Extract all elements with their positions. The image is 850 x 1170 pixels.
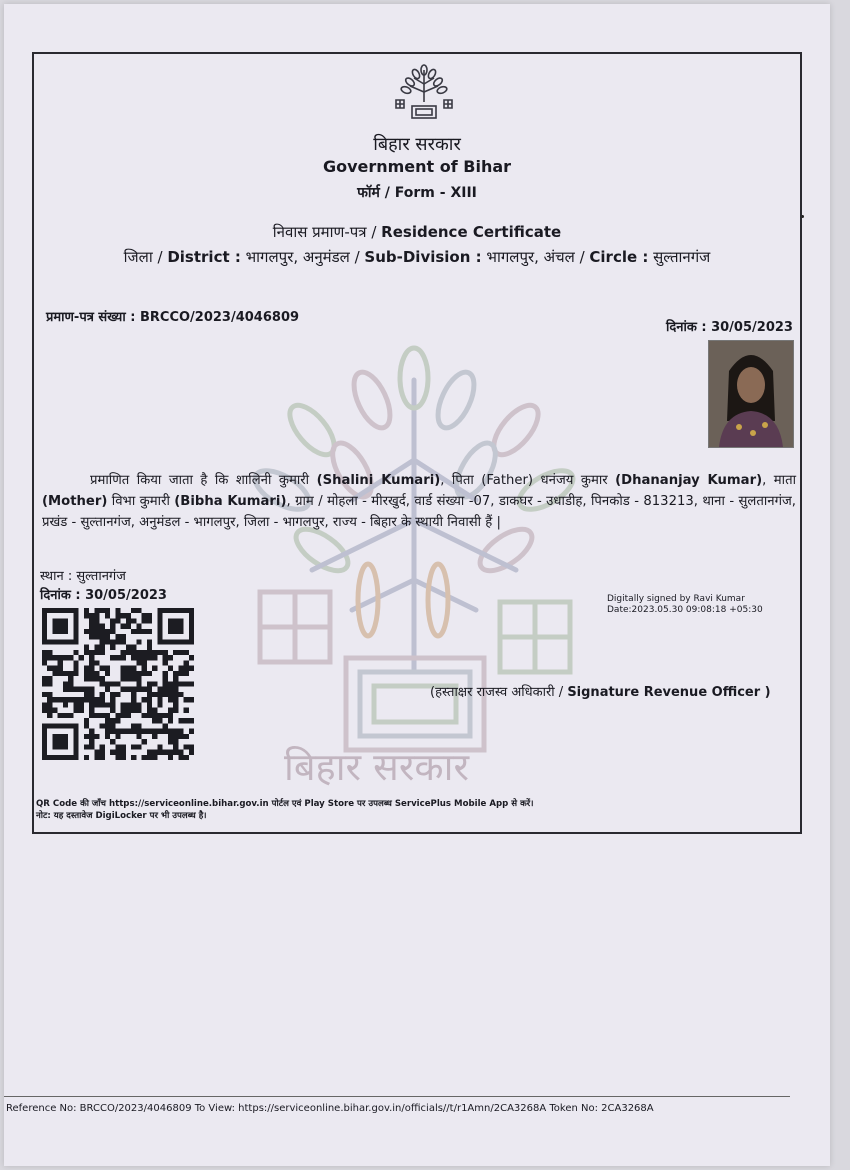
father-name-en: (Dhananjay Kumar) [615, 473, 763, 488]
place-label: स्थान : [40, 569, 77, 584]
body-text-2: , पिता [440, 473, 482, 488]
certificate-title-english: Residence Certificate [381, 223, 562, 241]
issue-date-label: दिनांक : [666, 320, 712, 335]
subdivision-value: भागलपुर, अंचल / [481, 248, 590, 266]
district-label-hi: जिला / [123, 248, 168, 266]
certificate-number [46, 307, 299, 325]
certificate-number-value: BRCCO/2023/4046809 [139, 310, 300, 325]
state-name-hindi: बिहार सरकार [373, 134, 461, 155]
certificate-body [42, 470, 796, 533]
body-text-5: विभा कुमारी [107, 494, 175, 509]
qr-verification-note [36, 798, 533, 822]
digital-signature-date: Date:2023.05.30 09:08:18 +05:30 [607, 605, 763, 615]
mother-name-en: (Bibha Kumari) [174, 494, 287, 509]
footer-divider [4, 1096, 790, 1097]
applicant-name-en: (Shalini Kumari) [316, 473, 441, 488]
circle-value: सुल्तानगंज [648, 248, 711, 266]
father-label: (Father) [481, 473, 534, 488]
mother-label: (Mother) [42, 494, 108, 509]
qr-note-line-2: नोट: यह दस्तावेज DigiLocker पर भी उपलब्ध है। [36, 811, 207, 821]
place [40, 566, 126, 584]
sign-date [40, 585, 167, 603]
signature-label-hi: (हस्ताक्षर राजस्व अधिकारी / [430, 685, 568, 700]
certificate-title-hindi: निवास प्रमाण-पत्र / [272, 223, 382, 241]
body-text-6: , ग्राम / मोहला - मीरखुर्द, वार्ड संख्या -07, डाकघर - उधाडीह, पिनकोड - 813213, थाना - सुलतानगंज, प्रखंड - सुल्तानगंज, अनुमंडल - भागलपुर, जिला - भागलपुर, राज्य - बिहार के स्थायी निवासी हैं | [42, 494, 796, 530]
signature-label-en: Signature Revenue Officer ) [567, 685, 771, 700]
certificate-sheet [4, 4, 830, 1166]
reference-footer: Reference No: BRCCO/2023/4046809 To View: https://serviceonline.bihar.gov.in/officials//t/r1Amn/2CA3268A Token No: 2CA3268A [6, 1103, 654, 1114]
digital-signature [607, 594, 763, 616]
district-value: भागलपुर, अनुमंडल / [240, 248, 365, 266]
certificate-number-label: प्रमाण-पत्र संख्या : [46, 310, 140, 325]
body-text-4: , माता [762, 473, 797, 488]
sign-date-label: दिनांक : [40, 588, 86, 603]
body-text-1: प्रमाणित किया जाता है कि शालिनी कुमारी [90, 473, 317, 488]
qr-code-icon[interactable] [42, 608, 194, 760]
circle-label: Circle : [589, 248, 649, 266]
sign-date-value: 30/05/2023 [85, 588, 167, 603]
applicant-photo [708, 340, 794, 448]
watermark-text: बिहार सरकार [284, 745, 469, 789]
issue-date-value: 30/05/2023 [711, 320, 793, 335]
place-value: सुल्तानगंज [76, 569, 126, 584]
subdivision-label: Sub-Division : [364, 248, 482, 266]
issue-date [666, 317, 793, 335]
government-title: Government of Bihar [322, 157, 512, 176]
digital-signature-name: Digitally signed by Ravi Kumar [607, 594, 745, 604]
qr-note-line-1: QR Code की जाँच https://serviceonline.bihar.gov.in पोर्टल एवं Play Store पर उपलब्ध ServicePlus Mobile App से करें। [36, 799, 534, 809]
bihar-emblem-icon [392, 62, 456, 124]
district-label: District : [167, 248, 241, 266]
form-number: फॉर्म / Form - XIII [357, 185, 477, 201]
certificate-title [4, 222, 830, 242]
body-text-3: धनंजय कुमार [533, 473, 616, 488]
signature-line [430, 682, 771, 700]
location-line [4, 247, 830, 267]
